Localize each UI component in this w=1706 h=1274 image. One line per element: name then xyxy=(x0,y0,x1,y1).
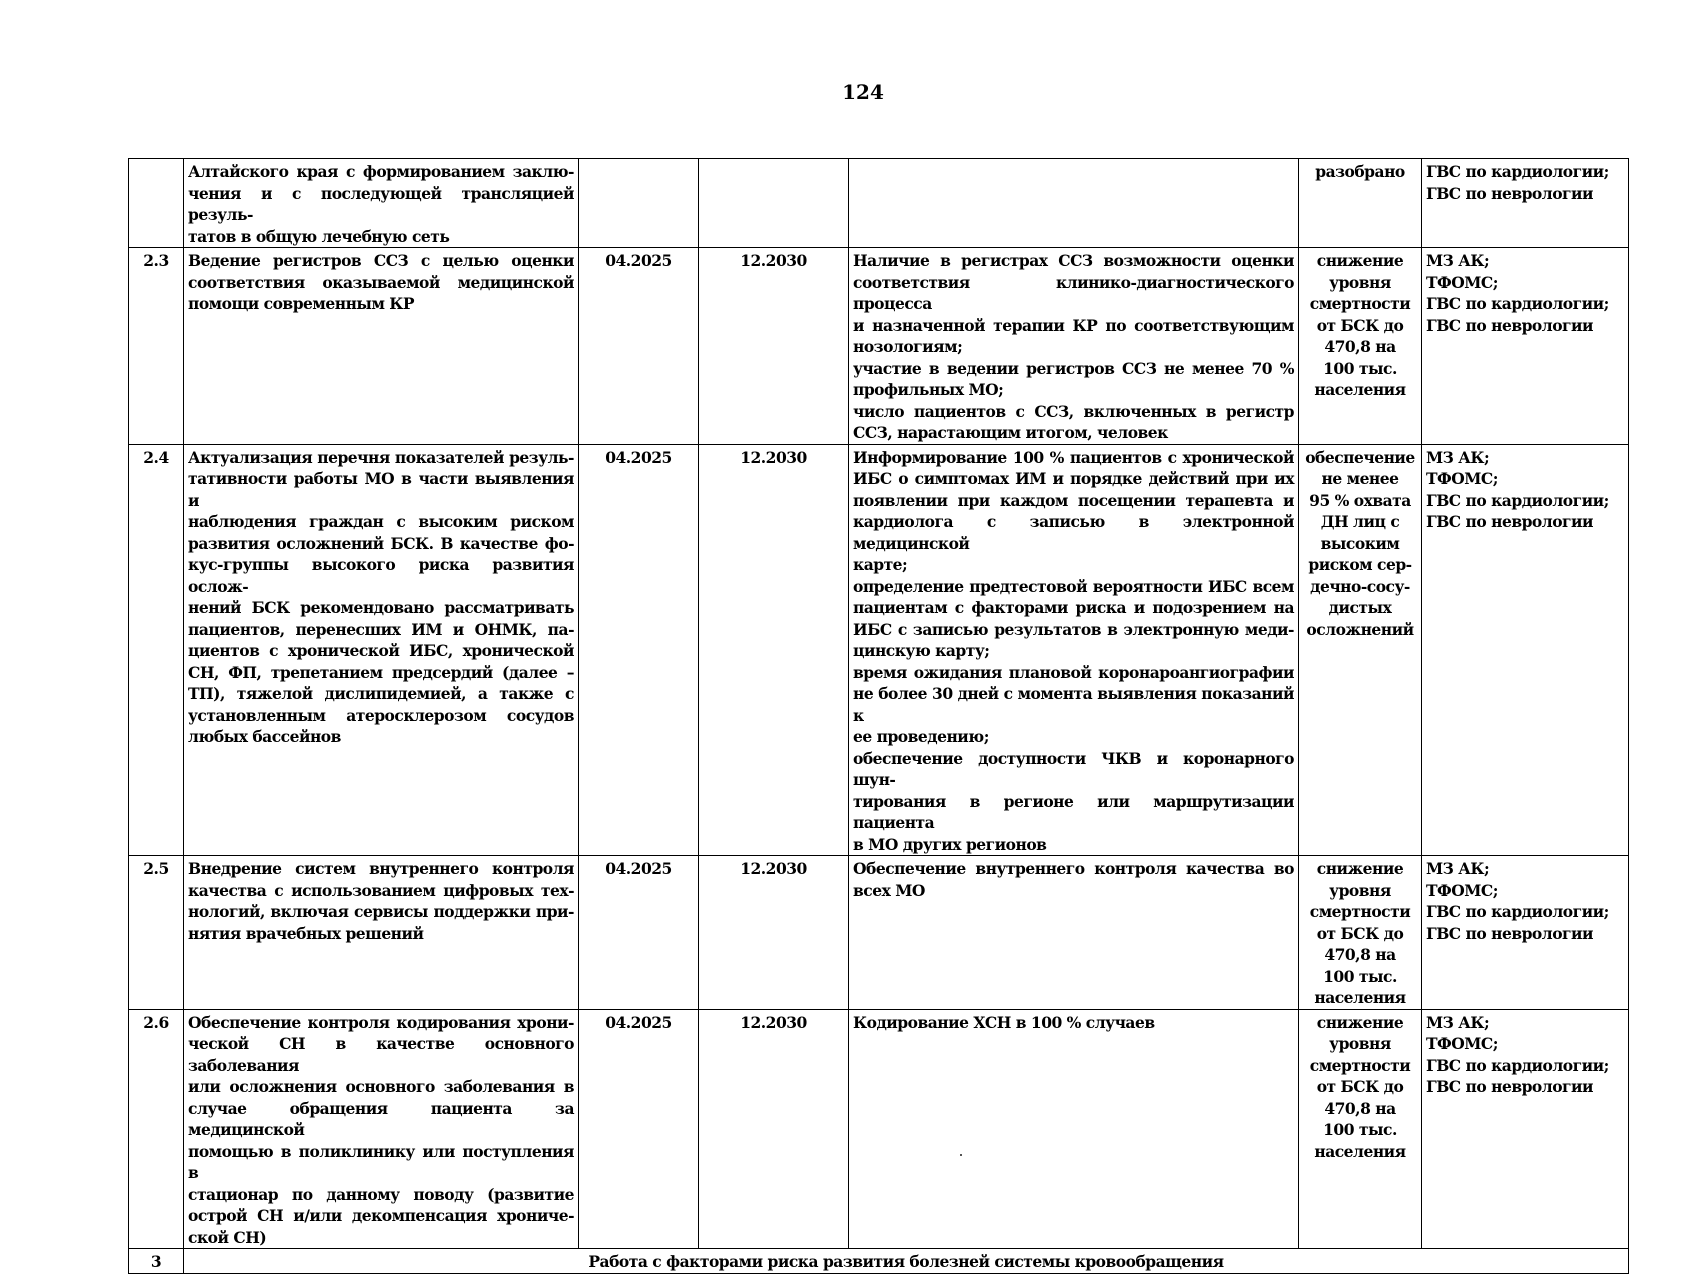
indicator-line: определение предтестовой вероятности ИБС всем xyxy=(853,576,1294,596)
expected-result-line: 95 % охвата xyxy=(1309,490,1411,510)
expected-result-line: высоким xyxy=(1320,533,1400,553)
expected-result-line: смертности xyxy=(1309,294,1411,313)
indicator-line: карте; xyxy=(853,555,908,574)
section-number: 3 xyxy=(129,1249,184,1274)
indicator-line: Обеспечение внутреннего контроля качества во xyxy=(853,859,1294,878)
measure-description-line: чения и с последующей трансляцией резуль- xyxy=(188,183,574,224)
indicator-line: появлении при каждом посещении терапевта и xyxy=(853,490,1294,510)
indicator-line: число пациентов с ССЗ, включенных в регистр xyxy=(853,401,1294,421)
expected-result-line: от БСК до xyxy=(1316,315,1404,335)
measure-description-line: помощью в поликлинику или поступления в xyxy=(188,1141,574,1182)
responsible xyxy=(1422,1009,1629,1249)
start-date: 04.2025 xyxy=(579,1009,699,1249)
indicator-line: ее проведению; xyxy=(853,727,989,746)
end-date: 12.2030 xyxy=(699,248,849,445)
indicator-line: ИБС с записью результатов в электронную меди- xyxy=(853,619,1294,639)
expected-result-line: 100 тыс. xyxy=(1323,1120,1397,1139)
responsible-line: ГВС по кардиологии; xyxy=(1426,294,1609,313)
expected-result-line: снижение xyxy=(1316,1012,1404,1032)
indicator xyxy=(849,159,1299,248)
responsible-line: ГВС по кардиологии; xyxy=(1426,902,1609,921)
responsible-line: ГВС по кардиологии; xyxy=(1426,162,1609,181)
measure-description-line: Алтайского края с формированием заклю- xyxy=(188,162,574,181)
measure-description-line: пациентов, перенесших ИМ и ОНМК, па- xyxy=(188,619,574,639)
expected-result-line: от БСК до xyxy=(1316,923,1404,943)
measure-description-line: Обеспечение контроля кодирования хрони- xyxy=(188,1012,574,1032)
measure-description-line: татов в общую лечебную сеть xyxy=(188,226,450,246)
indicator-line: кардиолога с записью в электронной медицинской xyxy=(853,512,1294,553)
responsible-line: ТФОМС; xyxy=(1426,880,1498,900)
expected-result-line: дистых xyxy=(1328,598,1392,617)
indicator-line: Кодирование ХСН в 100 % случаев xyxy=(853,1012,1155,1032)
indicator-line: Информирование 100 % пациентов с хронической xyxy=(853,447,1294,467)
expected-result-line: уровня xyxy=(1329,272,1391,292)
measure-description-line: тативности работы МО в части выявления и xyxy=(188,469,574,510)
start-date: 04.2025 xyxy=(579,444,699,856)
indicator-line: ССЗ, нарастающим итогом, человек xyxy=(853,423,1168,442)
measure-description-line: нений БСК рекомендовано рассматривать xyxy=(188,598,574,617)
indicator-line: время ожидания плановой коронароангиографии xyxy=(853,662,1294,682)
measure-description-line: помощи современным КР xyxy=(188,294,415,313)
indicator xyxy=(849,248,1299,445)
expected-result-line: от БСК до xyxy=(1316,1077,1404,1096)
expected-result-line: населения xyxy=(1314,988,1406,1007)
measure-description-line: ТП), тяжелой дислипидемией, а также с xyxy=(188,684,574,703)
responsible-line: ГВС по кардиологии; xyxy=(1426,1055,1609,1075)
responsible-line: ГВС по неврологии xyxy=(1426,923,1594,943)
measure-description xyxy=(184,856,579,1010)
responsible-line: ТФОМС; xyxy=(1426,469,1498,488)
responsible-line: МЗ АК; xyxy=(1426,1012,1490,1032)
indicator-line: всех МО xyxy=(853,880,925,900)
responsible xyxy=(1422,444,1629,856)
measure-description-line: случае обращения пациента за медицинской xyxy=(188,1098,574,1139)
table-row xyxy=(129,159,1629,248)
measure-description-line: или осложнения основного заболевания в xyxy=(188,1077,574,1096)
indicator-line: пациентам с факторами риска и подозрением на xyxy=(853,598,1294,617)
responsible-line: МЗ АК; xyxy=(1426,447,1490,467)
expected-result-line: 470,8 на xyxy=(1324,337,1396,356)
indicator-line: тирования в регионе или маршрутизации пациента xyxy=(853,791,1294,832)
indicator-line: нозологиям; xyxy=(853,337,963,356)
end-date: 12.2030 xyxy=(699,444,849,856)
table-row xyxy=(129,248,1629,445)
indicator-line: Наличие в регистрах ССЗ возможности оценки xyxy=(853,251,1294,270)
responsible-line: ГВС по неврологии xyxy=(1426,315,1594,335)
start-date xyxy=(579,159,699,248)
measure-description xyxy=(184,248,579,445)
expected-result xyxy=(1299,159,1422,248)
responsible xyxy=(1422,159,1629,248)
responsible xyxy=(1422,856,1629,1010)
section-row xyxy=(129,1249,1629,1274)
measure-description-line: развития осложнений БСК. В качестве фо- xyxy=(188,533,574,553)
expected-result-line: 470,8 на xyxy=(1324,945,1396,964)
end-date: 12.2030 xyxy=(699,856,849,1010)
indicator-line: в МО других регионов xyxy=(853,834,1047,854)
responsible-line: ГВС по неврологии xyxy=(1426,1077,1594,1096)
indicator-line: не более 30 дней с момента выявления показаний к xyxy=(853,684,1294,725)
indicator-line: обеспечение доступности ЧКВ и коронарного шун- xyxy=(853,748,1294,789)
measure-description-line: ской СН) xyxy=(188,1227,267,1247)
indicator xyxy=(849,444,1299,856)
expected-result-line: снижение xyxy=(1316,251,1404,270)
measure-description-line: СН, ФП, трепетанием предсердий (далее – xyxy=(188,662,574,682)
expected-result xyxy=(1299,856,1422,1010)
expected-result-line: уровня xyxy=(1329,1034,1391,1053)
expected-result xyxy=(1299,444,1422,856)
section-title: Работа с факторами риска развития болезней системы кровообращения xyxy=(184,1249,1629,1274)
responsible xyxy=(1422,248,1629,445)
expected-result-line: населения xyxy=(1314,1141,1406,1161)
expected-result-line: риском сер- xyxy=(1308,555,1412,574)
start-date: 04.2025 xyxy=(579,856,699,1010)
measure-description-line: циентов с хронической ИБС, хронической xyxy=(188,641,574,660)
table-row xyxy=(129,856,1629,1010)
row-number: 2.4 xyxy=(129,444,184,856)
scan-speck xyxy=(960,1154,962,1156)
measure-description-line: Ведение регистров ССЗ с целью оценки xyxy=(188,251,574,270)
row-number xyxy=(129,159,184,248)
expected-result-line: не менее xyxy=(1321,469,1399,488)
measure-description xyxy=(184,159,579,248)
responsible-line: МЗ АК; xyxy=(1426,859,1490,878)
measure-description-line: острой СН и/или декомпенсация хрониче- xyxy=(188,1206,574,1225)
expected-result-line: смертности xyxy=(1309,902,1411,921)
indicator xyxy=(849,1009,1299,1249)
indicator-line: ИБС о симптомах ИМ и порядке действий при их xyxy=(853,469,1294,488)
expected-result-line: дечно-сосу- xyxy=(1310,576,1410,596)
expected-result-line: обеспечение xyxy=(1305,447,1415,467)
measure-description-line: нологий, включая сервисы поддержки при- xyxy=(188,902,574,921)
end-date xyxy=(699,159,849,248)
measure-description xyxy=(184,444,579,856)
expected-result xyxy=(1299,248,1422,445)
measure-description-line: Актуализация перечня показателей резуль- xyxy=(188,447,574,467)
indicator xyxy=(849,856,1299,1010)
indicator-line: профильных МО; xyxy=(853,380,1004,399)
measure-description-line: стационар по данному поводу (развитие xyxy=(188,1184,574,1204)
measures-table xyxy=(128,158,1629,1274)
expected-result-line: смертности xyxy=(1309,1055,1411,1075)
expected-result-line: населения xyxy=(1314,380,1406,399)
page-number: 124 xyxy=(842,80,884,104)
measure-description-line: качества с использованием цифровых тех- xyxy=(188,880,574,900)
responsible-line: ТФОМС; xyxy=(1426,1034,1498,1053)
indicator-line: и назначенной терапии КР по соответствующим xyxy=(853,315,1294,335)
measure-description xyxy=(184,1009,579,1249)
row-number: 2.5 xyxy=(129,856,184,1010)
responsible-line: ТФОМС; xyxy=(1426,272,1498,292)
expected-result-line: ДН лиц с xyxy=(1320,512,1400,531)
end-date: 12.2030 xyxy=(699,1009,849,1249)
measure-description-line: любых бассейнов xyxy=(188,727,341,746)
expected-result-line: снижение xyxy=(1316,859,1404,878)
indicator-line: участие в ведении регистров ССЗ не менее 70 % xyxy=(853,358,1294,378)
expected-result-line: осложнений xyxy=(1306,619,1414,639)
responsible-line: МЗ АК; xyxy=(1426,251,1490,270)
expected-result-line: 100 тыс. xyxy=(1323,358,1397,378)
measure-description-line: установленным атеросклерозом сосудов xyxy=(188,705,574,725)
indicator-line: соответствия клинико-диагностического процесса xyxy=(853,272,1294,313)
measure-description-line: Внедрение систем внутреннего контроля xyxy=(188,859,574,878)
measure-description-line: наблюдения граждан с высоким риском xyxy=(188,512,574,531)
responsible-line: ГВС по неврологии xyxy=(1426,512,1594,531)
row-number: 2.6 xyxy=(129,1009,184,1249)
row-number: 2.3 xyxy=(129,248,184,445)
table-row xyxy=(129,444,1629,856)
measure-description-line: ческой СН в качестве основного заболевания xyxy=(188,1034,574,1075)
start-date: 04.2025 xyxy=(579,248,699,445)
table-row xyxy=(129,1009,1629,1249)
indicator-line: цинскую карту; xyxy=(853,641,990,660)
expected-result-line: 100 тыс. xyxy=(1323,966,1397,986)
expected-result xyxy=(1299,1009,1422,1249)
measure-description-line: соответствия оказываемой медицинской xyxy=(188,272,574,292)
responsible-line: ГВС по кардиологии; xyxy=(1426,490,1609,510)
responsible-line: ГВС по неврологии xyxy=(1426,183,1594,203)
measure-description-line: кус-группы высокого риска развития ослож- xyxy=(188,555,574,596)
expected-result-line: 470,8 на xyxy=(1324,1098,1396,1118)
expected-result-line: разобрано xyxy=(1315,162,1405,181)
expected-result-line: уровня xyxy=(1329,880,1391,900)
measure-description-line: нятия врачебных решений xyxy=(188,923,424,943)
